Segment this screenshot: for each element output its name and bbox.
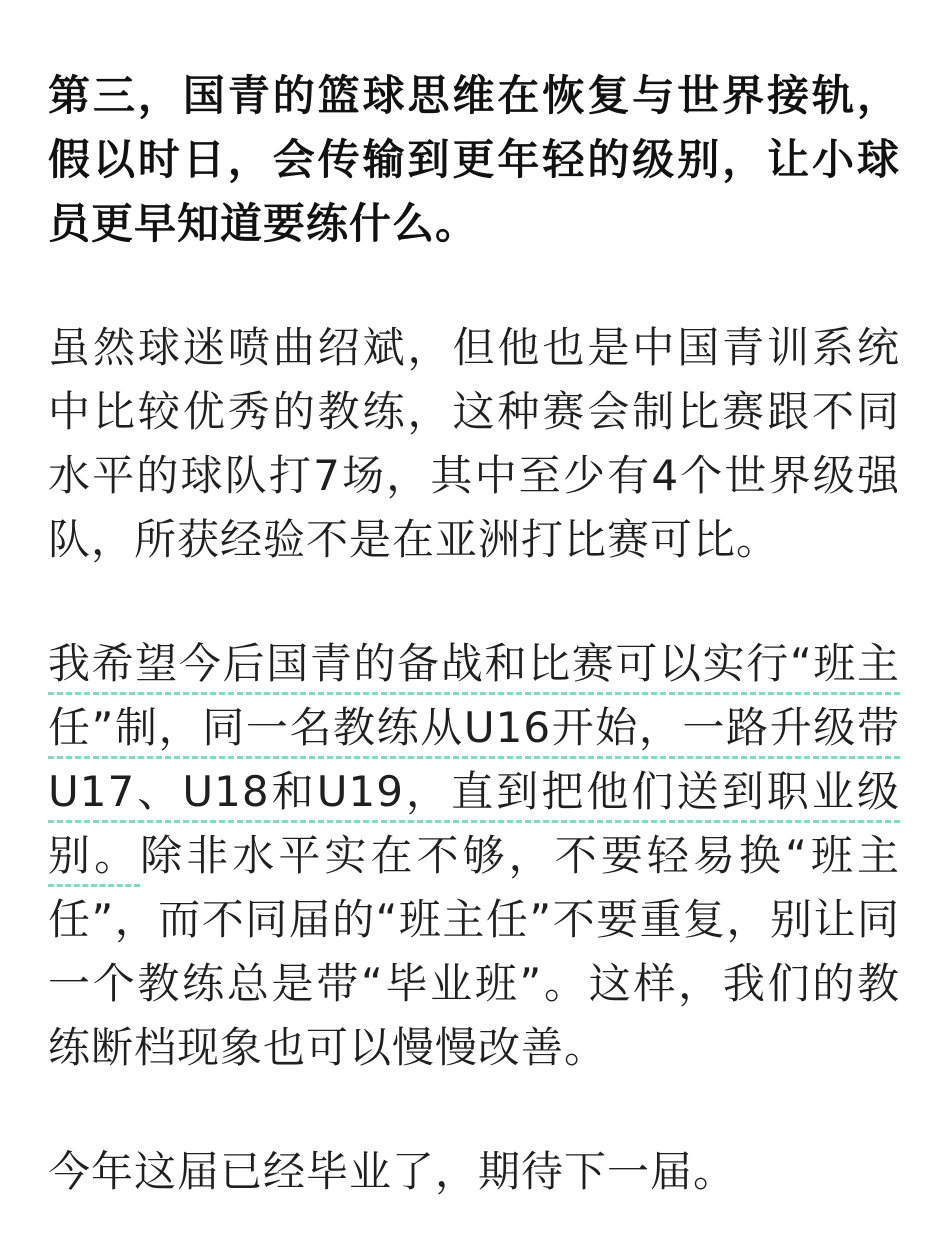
highlighted-sentence[interactable]: 我希望今后国青的备战和比赛可以实行“班主任”制，同一名教练从U16开始，一路升级带U17、U18和U19，直到把他们送到职业级别。	[48, 639, 900, 880]
paragraph-coach-comment: 虽然球迷喷曲绍斌，但他也是中国青训系统中比较优秀的教练，这种赛会制比赛跟不同水平的球队打7场，其中至少有4个世界级强队，所获经验不是在亚洲打比赛可比。	[48, 323, 900, 564]
paragraph-closing: 今年这届已经毕业了，期待下一届。	[48, 1147, 737, 1196]
paragraph-head-teacher-system	[48, 632, 900, 1080]
paragraph-point-three: 第三，国青的篮球思维在恢复与世界接轨，假以时日，会传输到更年轻的级别，让小球员更早知道要练什么。	[48, 71, 900, 248]
paragraph-continuation: 除非水平实在不够，不要轻易换“班主任”，而不同届的“班主任”不要重复，别让同一个教练总是带“毕业班”。这样，我们的教练断档现象也可以慢慢改善。	[48, 831, 900, 1072]
article-body	[48, 64, 900, 1204]
